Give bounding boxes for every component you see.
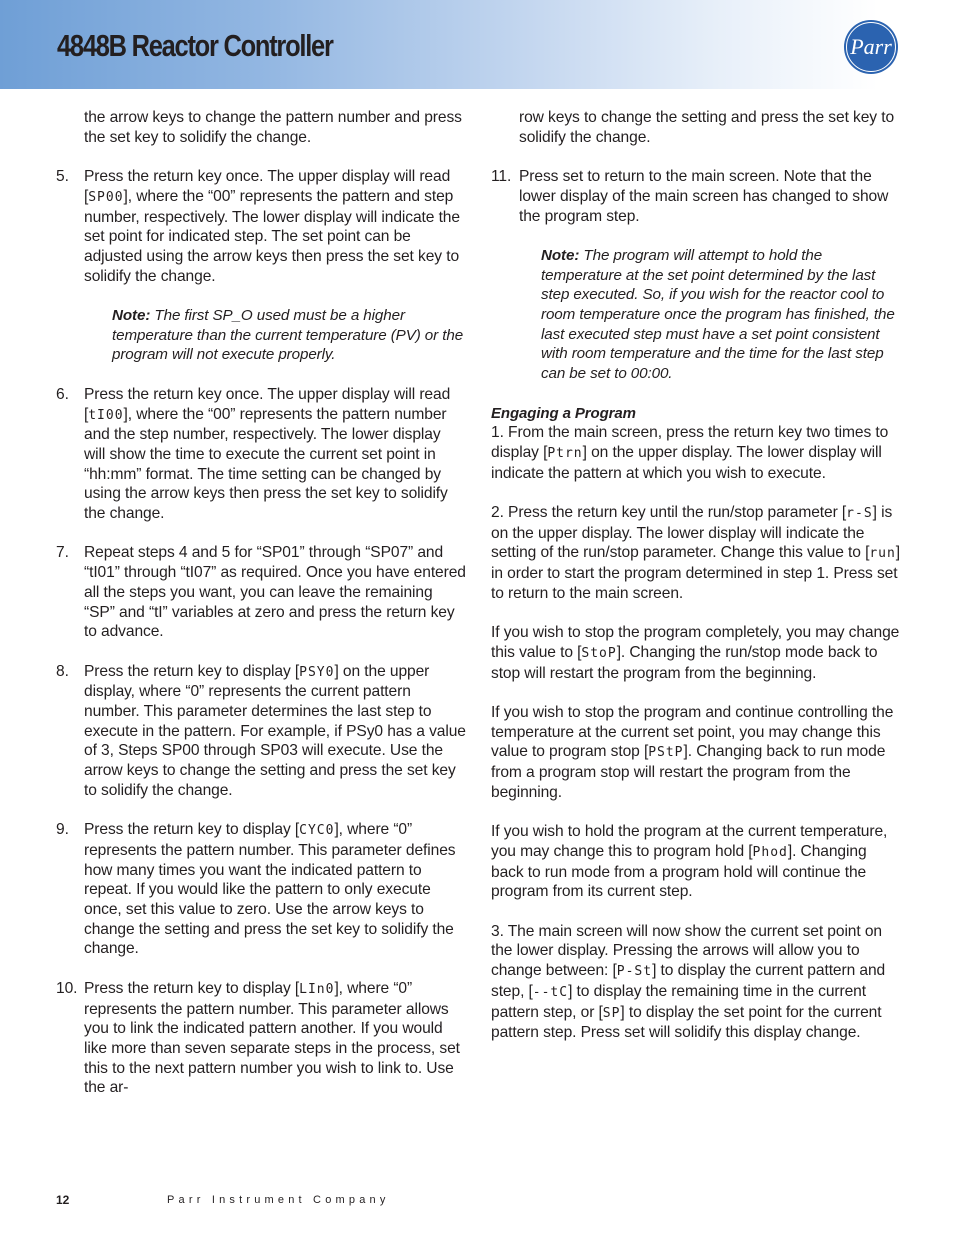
display-code: P-St	[616, 964, 653, 980]
step-8: 8. Press the return key to display [PSY0] on the upper display, where “0” represents the current pattern number. This parameter determines the last step to execute in the pattern. For example, if PSy0 has a value of 3, Steps SP00 through SP03 will execute. Use the arrow keys to change the setting and press the set key to solidify the change.	[56, 662, 466, 799]
display-code: run	[869, 546, 896, 562]
page-number: 12	[56, 1193, 70, 1207]
display-code: PStP	[648, 745, 684, 761]
section-heading: Engaging a Program	[491, 404, 636, 422]
step-11: 11. Press set to return to the main screen. Note that the lower display of the main screen has changed to show the program step.	[491, 168, 889, 225]
step-5: 5. Press the return key once. The upper display will read [SP00], where the “00” represents the pattern and step number, respectively. The lower display will indicate the set point for indicated step. The set point can be adjusted using the arrow keys then press the set key to solidify the change.	[56, 168, 460, 285]
intro-text: row keys to change the setting and press the set key to solidify the change.	[519, 109, 895, 146]
logo-text: Parr	[850, 34, 892, 59]
display-code: SP	[602, 1005, 621, 1021]
note: Note: The program will attempt to hold the temperature at the set point determined by the last step executed. So, if you wish for the reactor cool to room temperature once the program has finished, the last executed step must have a set point consistent with room temperature and the time for the last step can be set to 00:00.	[541, 246, 895, 383]
step-9: 9. Press the return key to display [CYC0], where “0” represents the pattern number. This parameter defines how many times you want the indicated pattern to repeat. If you would like the pattern to only execute once, set this value to zero. Use the arrow keys to change the setting and press the set key to solidify the change.	[56, 821, 456, 958]
engage-step-3: 3. The main screen will now show the current set point on the lower display. Pressing the arrows will allow you to change between: [P-St] to display the current pattern and step, [--tC] to display the remaining time in the current pattern step, or [SP] to display the set point for the current pattern step. Press set will solidify this display change.	[491, 922, 886, 1042]
stop-paragraph: If you wish to stop the program completely, you may change this value to [StoP]. Changing the run/stop mode back to stop will restart the program from the beginning.	[491, 624, 900, 682]
step-10: 10. Press the return key to display [LIn0], where “0” represents the pattern number. This parameter allows you to link the indicated pattern another. If you would like more than seven separate steps in the process, set this to the next pattern number you wish to link to. Use the ar-	[56, 979, 460, 1097]
program-stop-paragraph: If you wish to stop the program and continue controlling the temperature at the current set point, you may change this value to program stop [PStP]. Changing back to run mode from a program stop will restart the program from the beginning.	[491, 704, 894, 801]
display-code: Phod	[752, 844, 788, 860]
intro-text: the arrow keys to change the pattern number and press the set key to solidify the change.	[84, 109, 462, 146]
display-code: tI00	[88, 407, 124, 423]
right-column	[491, 108, 901, 1043]
display-code: SP00	[88, 189, 124, 205]
program-hold-paragraph: If you wish to hold the program at the current temperature, you may change this to program hold [Phod]. Changing back to run mode from a program hold will continue the program from its current step.	[491, 823, 888, 901]
display-code: PSY0	[299, 664, 335, 680]
display-code: Ptrn	[547, 445, 583, 461]
step-7: 7. Repeat steps 4 and 5 for “SP01” through “SP07” and “tI01” through “tI07” as required. Once you have entered all the steps you want, you can leave the remaining “SP” and “tI” variables at zero and press the return key to advance.	[56, 544, 466, 641]
display-code: StoP	[581, 645, 617, 661]
display-code: r-S	[846, 506, 873, 521]
engage-step-1: 1. From the main screen, press the return key two times to display [Ptrn] on the upper display. The lower display will indicate the pattern at which you wish to execute.	[491, 424, 889, 482]
document-title: 4848B Reactor Controller	[57, 28, 333, 63]
parr-logo	[843, 19, 899, 75]
engage-step-2: 2. Press the return key until the run/stop parameter [r-S] is on the upper display. The lower display will indicate the setting of the run/stop parameter. Change this value to [run] in order to start the program determined in step 1. Press set to return to the main screen.	[491, 504, 901, 602]
step-6: 6. Press the return key once. The upper display will read [tI00], where the “00” represents the pattern number and the step number, respectively. The lower display will show the time to execute the current set point in “hh:mm” format. The time setting can be changed by using the arrow keys then press the set key to solidify the change.	[56, 385, 451, 523]
footer-company: Parr Instrument Company	[167, 1194, 390, 1206]
display-code: CYC0	[299, 823, 335, 839]
display-code: LIn0	[299, 981, 335, 997]
display-code: --tC	[532, 984, 569, 1000]
note: Note: The first SP_O used must be a higher temperature than the current temperature (PV) or the program will not execute properly.	[112, 307, 464, 364]
left-column	[56, 108, 466, 1098]
